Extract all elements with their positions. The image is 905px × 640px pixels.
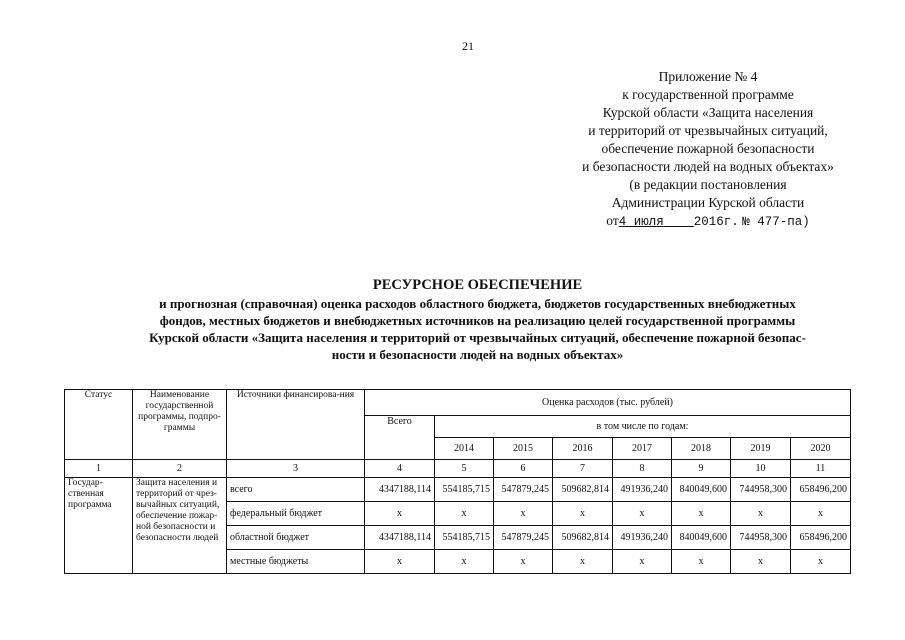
value-cell: 658496,200	[791, 478, 851, 502]
source-cell: федеральный бюджет	[227, 502, 365, 526]
value-cell: х	[791, 502, 851, 526]
resource-table	[64, 389, 851, 574]
appendix-line: к государственной программе	[622, 87, 794, 102]
value-cell: 840049,600	[672, 478, 731, 502]
value-cell: х	[731, 502, 791, 526]
header-program-name: Наименование государственной программы, подпро-граммы	[133, 390, 227, 460]
value-cell: 4347188,114	[365, 526, 435, 550]
value-cell: х	[494, 550, 553, 574]
appendix-line: Приложение № 4	[658, 69, 758, 84]
value-cell: 547879,245	[494, 526, 553, 550]
value-cell: х	[672, 550, 731, 574]
header-year: 2019	[731, 438, 791, 460]
title-main: РЕСУРСНОЕ ОБЕСПЕЧЕНИЕ	[372, 277, 583, 293]
value-cell: х	[435, 550, 494, 574]
date-year: 2016г.	[693, 215, 739, 229]
header-year: 2016	[553, 438, 613, 460]
value-cell: х	[613, 502, 672, 526]
appendix-line: (в редакции постановления	[629, 177, 787, 192]
title-line: ности и безопасности людей на водных объектах»	[331, 347, 624, 362]
value-cell: 547879,245	[494, 478, 553, 502]
appendix-block	[548, 68, 868, 231]
value-cell: 491936,240	[613, 526, 672, 550]
column-number: 10	[731, 460, 791, 478]
appendix-line: обеспечение пожарной безопасности	[601, 141, 815, 156]
appendix-line: Администрации Курской области	[611, 195, 805, 210]
program-name-cell: Защита населения и территорий от чрез-вычайных ситуаций, обеспечение пожар-ной безопасности и безопасности людей	[133, 478, 227, 574]
value-cell: х	[672, 502, 731, 526]
appendix-line: и территорий от чрезвычайных ситуаций,	[588, 123, 828, 138]
title-line: фондов, местных бюджетов и внебюджетных источников на реализацию целей государственной программы	[159, 313, 796, 328]
header-year: 2015	[494, 438, 553, 460]
document-title	[65, 275, 890, 363]
value-cell: х	[553, 550, 613, 574]
column-number: 3	[227, 460, 365, 478]
header-status: Статус	[65, 390, 133, 460]
value-cell: х	[365, 502, 435, 526]
column-number-row	[65, 460, 851, 478]
value-cell: х	[435, 502, 494, 526]
value-cell: 491936,240	[613, 478, 672, 502]
source-cell: всего	[227, 478, 365, 502]
header-funding-source: Источники финансирова-ния	[227, 390, 365, 460]
page-number: 21	[462, 39, 474, 53]
date-prefix: от	[606, 213, 619, 228]
column-number: 1	[65, 460, 133, 478]
title-line: и прогнозная (справочная) оценка расходов областного бюджета, бюджетов государственных внебюджетных	[159, 296, 796, 311]
value-cell: 658496,200	[791, 526, 851, 550]
value-cell: 744958,300	[731, 478, 791, 502]
value-cell: х	[731, 550, 791, 574]
date-value: 4 июля	[618, 215, 664, 229]
header-year: 2017	[613, 438, 672, 460]
header-total: Всего	[365, 416, 435, 460]
value-cell: х	[553, 502, 613, 526]
header-estimate: Оценка расходов (тыс. рублей)	[365, 390, 851, 416]
value-cell: 744958,300	[731, 526, 791, 550]
header-year: 2018	[672, 438, 731, 460]
header-year: 2014	[435, 438, 494, 460]
column-number: 7	[553, 460, 613, 478]
value-cell: х	[365, 550, 435, 574]
value-cell: х	[791, 550, 851, 574]
value-cell: х	[613, 550, 672, 574]
document-number: № 477-па)	[742, 215, 810, 229]
column-number: 5	[435, 460, 494, 478]
value-cell: х	[494, 502, 553, 526]
source-cell: областной бюджет	[227, 526, 365, 550]
column-number: 6	[494, 460, 553, 478]
value-cell: 4347188,114	[365, 478, 435, 502]
appendix-line: и безопасности людей на водных объектах»	[582, 159, 834, 174]
header-year: 2020	[791, 438, 851, 460]
column-number: 2	[133, 460, 227, 478]
column-number: 8	[613, 460, 672, 478]
column-number: 9	[672, 460, 731, 478]
appendix-line: Курской области «Защита населения	[602, 105, 814, 120]
appendix-date-line	[548, 212, 868, 231]
value-cell: 554185,715	[435, 526, 494, 550]
value-cell: 509682,814	[553, 526, 613, 550]
table-row	[65, 478, 851, 502]
column-number: 4	[365, 460, 435, 478]
source-cell: местные бюджеты	[227, 550, 365, 574]
status-cell: Государ-ственная программа	[65, 478, 133, 574]
value-cell: 840049,600	[672, 526, 731, 550]
header-by-years: в том числе по годам:	[435, 416, 851, 438]
value-cell: 554185,715	[435, 478, 494, 502]
value-cell: 509682,814	[553, 478, 613, 502]
title-line: Курской области «Защита населения и территорий от чрезвычайных ситуаций, обеспечение пожарной безопас-	[149, 330, 806, 345]
column-number: 11	[791, 460, 851, 478]
